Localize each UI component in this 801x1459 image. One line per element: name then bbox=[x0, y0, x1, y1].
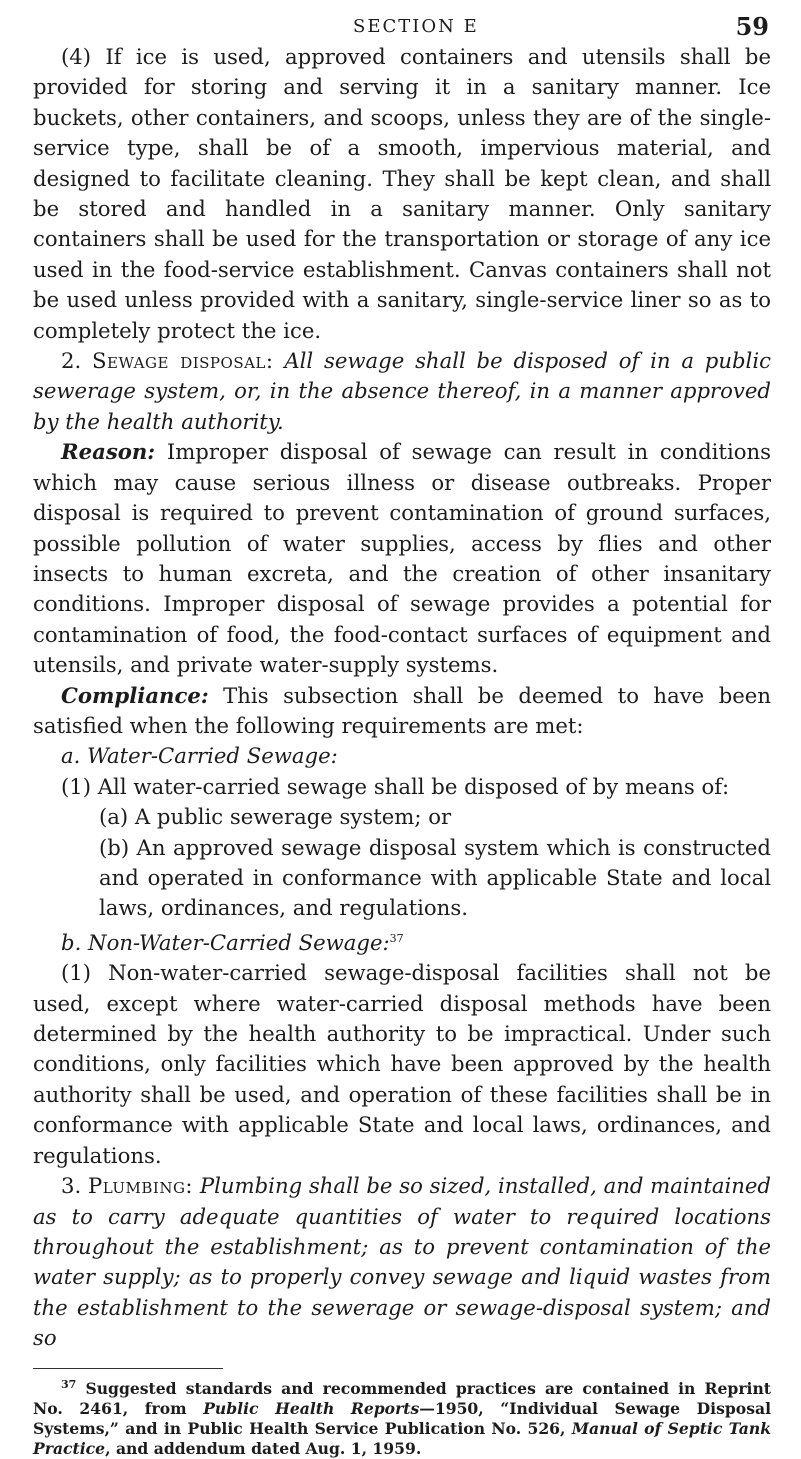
non-water-carried-heading: b. Non-Water-Carried Sewage: bbox=[61, 929, 390, 955]
plumbing-heading: Plumbing: bbox=[87, 1173, 194, 1199]
reason-label: Reason: bbox=[61, 439, 156, 465]
footnote-journal: Public Health Reports bbox=[203, 1398, 420, 1418]
footnote-text bbox=[33, 1375, 771, 1459]
paragraph-plumbing bbox=[33, 1171, 771, 1353]
page-number: 59 bbox=[735, 12, 769, 41]
footnote-manual: Manual of Septic Tank Practice bbox=[33, 1418, 771, 1458]
paragraph-reason bbox=[33, 437, 771, 680]
footnote-text-before: Suggested standards and recommended practices are contained in Reprint No. 2461, from bbox=[33, 1378, 771, 1418]
compliance-text: This subsection shall be deemed to have been satisfied when the following requirements are met: bbox=[33, 682, 771, 738]
sewage-heading: Sewage disposal: bbox=[92, 348, 274, 374]
body-text bbox=[33, 42, 771, 1354]
non-water-carried-section bbox=[33, 924, 771, 958]
plumbing-number: 3. bbox=[61, 1173, 82, 1199]
paragraph-compliance bbox=[33, 681, 771, 742]
water-carried-item-1a: (a) A public sewerage system; or bbox=[99, 804, 452, 830]
paragraph-ice: (4) If ice is used, approved containers and utensils shall be provided for storing and serving it in a sanitary manner. Ice buckets, other containers, and scoops, unless they are of the single-service type, shall be of a smooth, impervious material, and designed to facilitate cleaning. They shall be kept clean, and shall be stored and handled in a sanitary manner. Only sanitary containers shall be used for the transportation or storage of any ice used in the food-service establishment. Canvas containers shall not be used unless provided with a sanitary, single-service liner so as to completely protect the ice. bbox=[33, 44, 771, 343]
footnote-text-mid: —1950, “Individual Sewage Disposal Systems,” and in Public Health Service Publication No. 526, bbox=[33, 1398, 771, 1438]
footnote-reference: 37 bbox=[389, 931, 404, 945]
water-carried-item-1b: (b) An approved sewage disposal system which is constructed and operated in conformance with applicable State and local laws, ordinances, and regulations. bbox=[99, 834, 771, 921]
footnote-divider bbox=[33, 1368, 223, 1369]
sewage-rule: All sewage shall be disposed of in a public sewerage system, or, in the absence thereof, in a manner approved by the health authority. bbox=[33, 348, 771, 434]
paragraph-sewage-disposal bbox=[33, 346, 771, 437]
page-header bbox=[33, 0, 771, 41]
non-water-carried-heading-line bbox=[61, 924, 771, 958]
compliance-label: Compliance: bbox=[61, 682, 209, 708]
sewage-number: 2. bbox=[61, 348, 82, 374]
water-carried-section bbox=[33, 741, 771, 802]
non-water-carried-item-1: (1) Non-water-carried sewage-disposal facilities shall not be used, except where water-carried disposal methods have been determined by the health authority to be impractical. Under such conditions, only facilities which have been approved by the health authority shall be used, and operation of these facilities shall be in conformance with applicable State and local laws, ordinances, and regulations. bbox=[33, 960, 771, 1168]
section-title: SECTION E bbox=[353, 16, 479, 37]
plumbing-rule: Plumbing shall be so sized, installed, and maintained as to carry adequate quantities of water to required locations throughout the establishment; as to prevent contamination of the water supply; as to properly convey sewage and liquid wastes from the establishment to the sewerage or sewage-disposal system; and so bbox=[33, 1173, 771, 1351]
footnote-text-after: , and addendum dated Aug. 1, 1959. bbox=[105, 1438, 422, 1458]
footnote bbox=[33, 1375, 771, 1459]
water-carried-item-1: (1) All water-carried sewage shall be disposed of by means of: bbox=[61, 773, 730, 799]
water-carried-subitems bbox=[33, 802, 771, 924]
water-carried-heading: a. Water-Carried Sewage: bbox=[61, 743, 338, 769]
footnote-marker: 37 bbox=[61, 1377, 77, 1391]
reason-text: Improper disposal of sewage can result in conditions which may cause serious illness or disease outbreaks. Proper disposal is required to prevent contamination of ground surfaces, possible pollution of water supplies, access by flies and other insects to human excreta, and the creation of other insanitary conditions. Improper disposal of sewage provides a potential for contamination of food, the food-contact surfaces of equipment and utensils, and private water-supply systems. bbox=[33, 439, 771, 678]
